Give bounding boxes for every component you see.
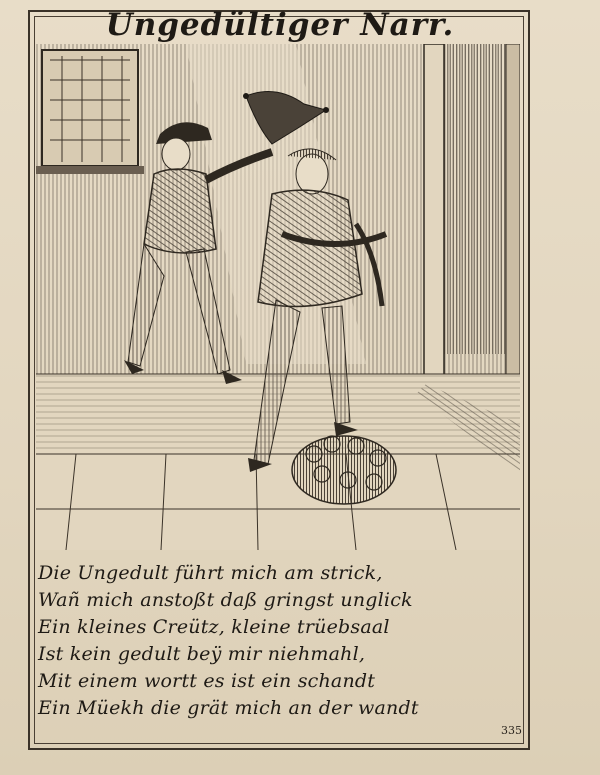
page-number: 335	[501, 724, 522, 737]
wig-on-floor	[292, 436, 396, 504]
verse-line-2: Wañ mich anstoßt daß gringst unglick	[38, 589, 413, 611]
engraving-title: Ungedültiger Narr.	[105, 7, 455, 43]
verse-line-5: Mit einem wortt es ist ein schandt	[38, 670, 376, 692]
verse-line-3: Ein kleines Creütz, kleine trüebsaal	[38, 616, 390, 638]
window	[36, 50, 144, 174]
verse-block	[38, 556, 522, 726]
verse-line-6: Ein Müekh die grät mich an der wandt	[38, 697, 419, 719]
engraving-illustration	[36, 44, 520, 550]
verse-line-1: Die Ungedult führt mich am strick,	[38, 562, 383, 584]
verse-line-4: Ist kein gedult beÿ mir niehmahl,	[38, 643, 366, 665]
